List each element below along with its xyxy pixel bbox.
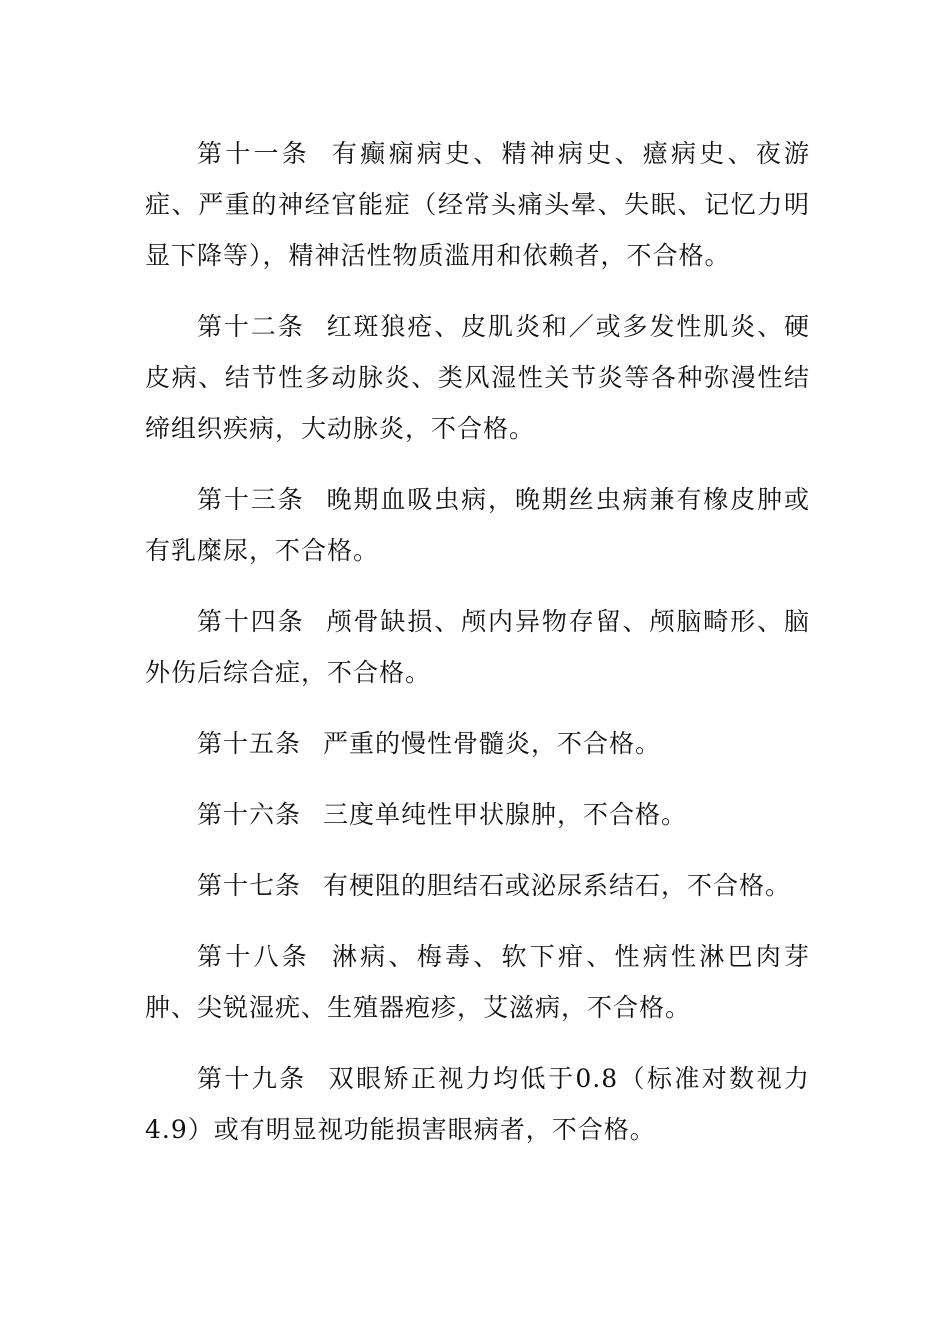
article-18: [145, 931, 810, 1033]
document-body: [145, 128, 810, 1175]
article-text: 三度单纯性甲状腺肿，不合格。: [323, 800, 688, 829]
article-text: 晚期血吸虫病，晚期丝虫病兼有橡皮肿或有乳糜尿，不合格。: [145, 485, 810, 565]
article-number: 第十九条: [197, 1064, 307, 1093]
article-11: [145, 128, 810, 281]
article-number: 第十四条: [197, 607, 305, 636]
article-12: [145, 301, 810, 454]
article-13: [145, 474, 810, 576]
article-number: 第十七条: [197, 871, 302, 900]
article-text: 颅骨缺损、颅内异物存留、颅脑畸形、脑外伤后综合症，不合格。: [145, 607, 810, 687]
article-text: 有梗阻的胆结石或泌尿系结石，不合格。: [323, 871, 792, 900]
article-number: 第十六条: [197, 800, 302, 829]
article-17: [145, 860, 810, 911]
article-text: 有癫痫病史、精神病史、癔病史、夜游症、严重的神经官能症（经常头痛头晕、失眠、记忆力明显下降等），精神活性物质滥用和依赖者，不合格。: [145, 139, 810, 270]
article-14: [145, 596, 810, 698]
article-number: 第十三条: [197, 485, 305, 514]
article-number: 第十一条: [197, 139, 310, 168]
article-text: 严重的慢性骨髓炎，不合格。: [323, 729, 662, 758]
article-text: 双眼矫正视力均低于0.8（标准对数视力4.9）或有明显视功能损害眼病者，不合格。: [145, 1064, 810, 1144]
article-16: [145, 789, 810, 840]
article-number: 第十八条: [197, 942, 310, 971]
article-number: 第十五条: [197, 729, 302, 758]
article-number: 第十二条: [197, 312, 305, 341]
article-19: [145, 1053, 810, 1155]
article-text: 红斑狼疮、皮肌炎和／或多发性肌炎、硬皮病、结节性多动脉炎、类风湿性关节炎等各种弥漫性结缔组织疾病，大动脉炎，不合格。: [145, 312, 810, 443]
article-text: 淋病、梅毒、软下疳、性病性淋巴肉芽肿、尖锐湿疣、生殖器疱疹，艾滋病，不合格。: [145, 942, 810, 1022]
article-15: [145, 718, 810, 769]
